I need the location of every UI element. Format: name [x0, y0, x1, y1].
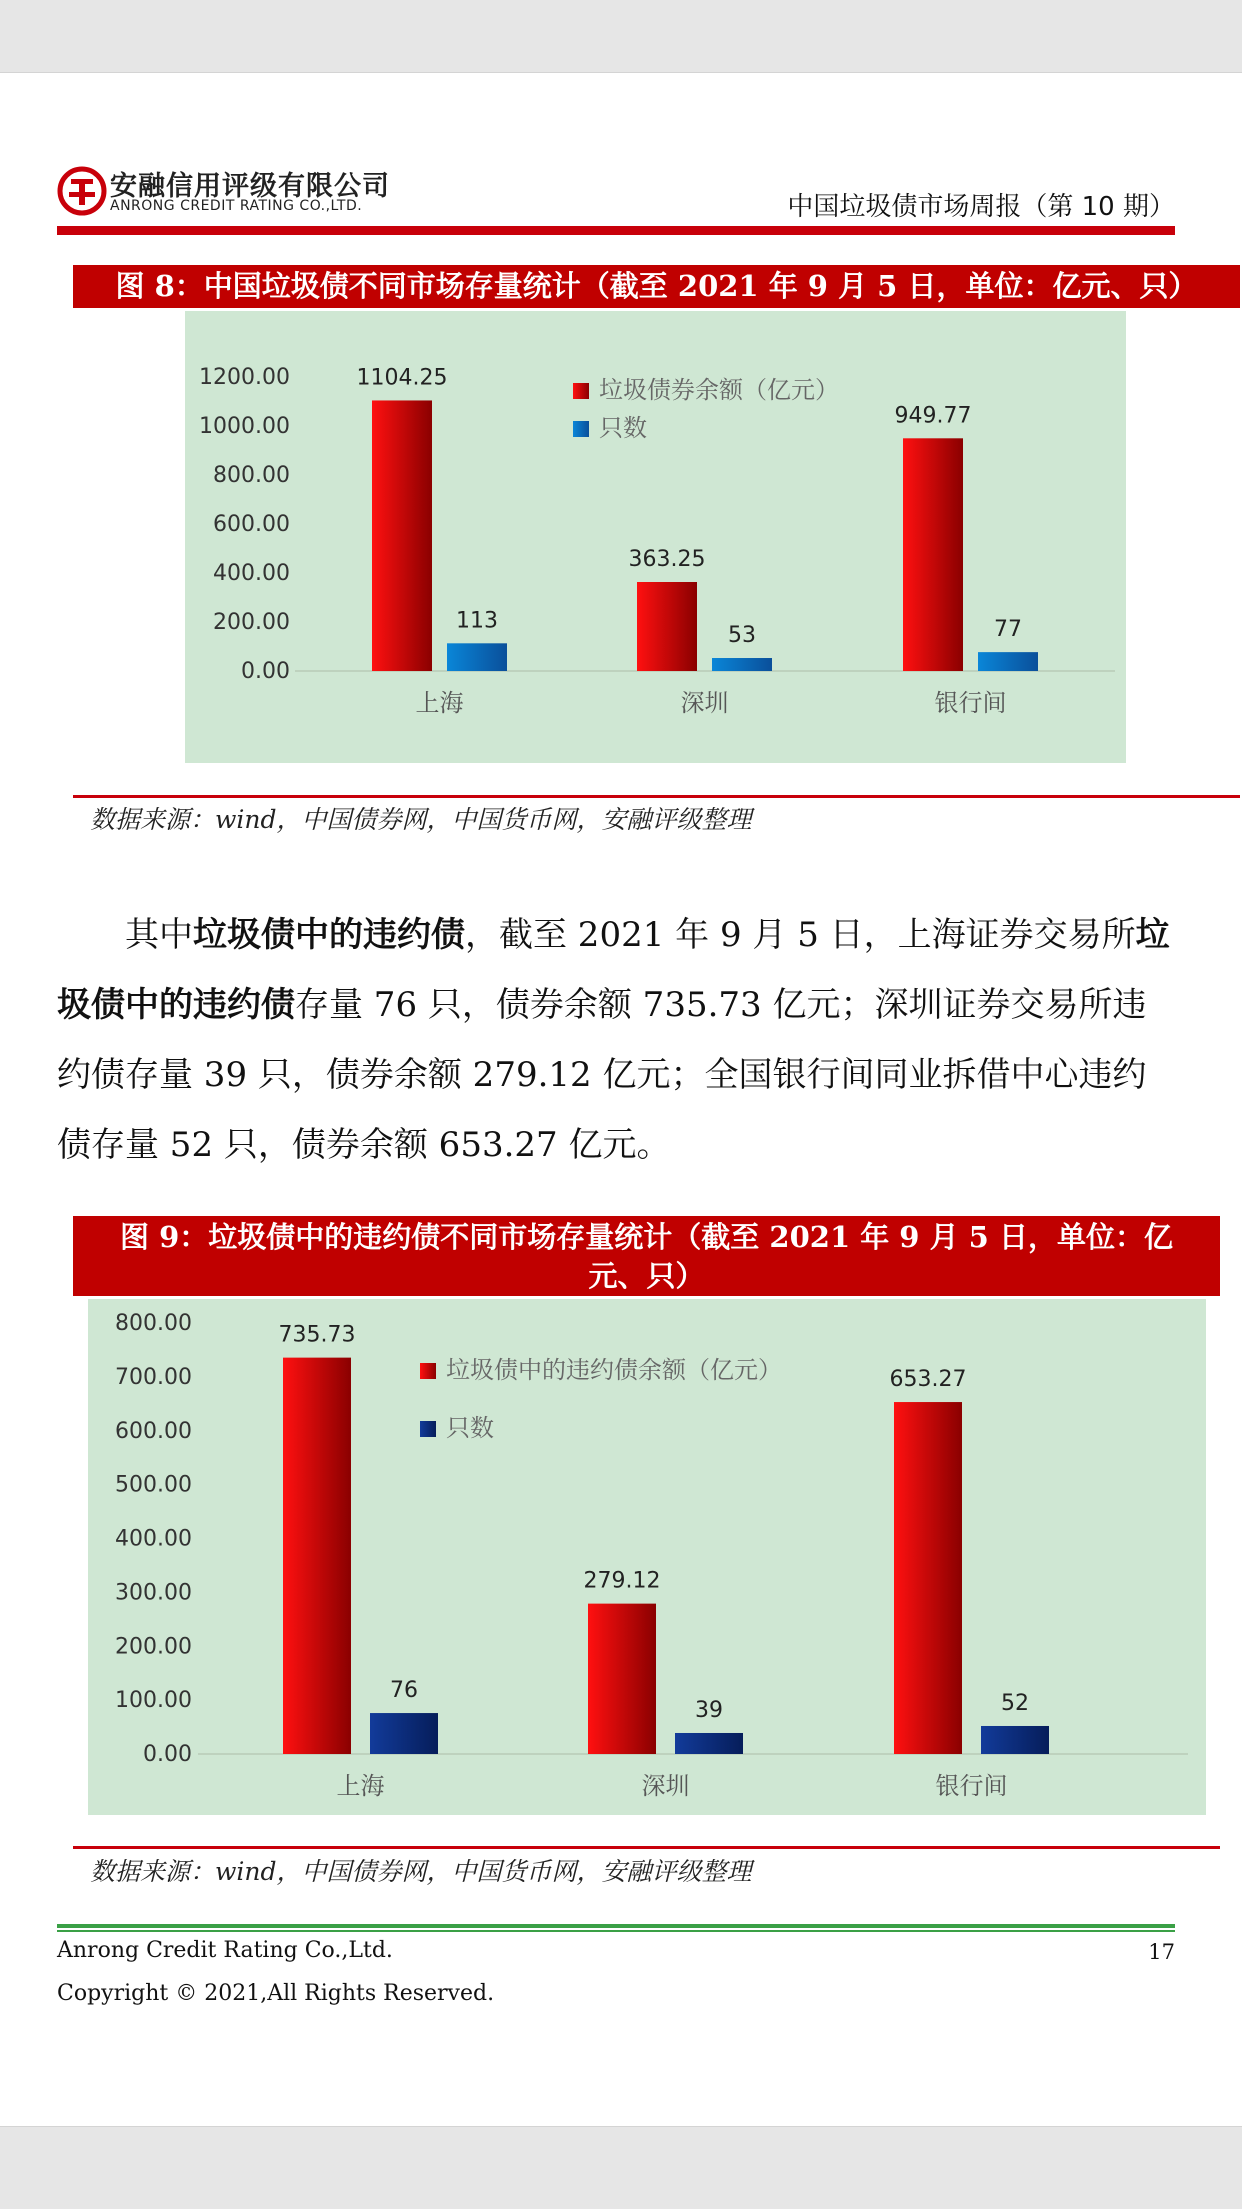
company-name-en: ANRONG CREDIT RATING CO.,LTD.	[110, 198, 363, 214]
category-label: 银行间	[935, 1772, 1008, 1800]
data-label: 279.12	[583, 1568, 661, 1594]
legend-label: 只数	[446, 1414, 494, 1442]
y-tick-label: 200.00	[213, 610, 290, 635]
data-label: 76	[390, 1678, 418, 1704]
y-tick-label: 400.00	[115, 1526, 192, 1552]
bar-count	[978, 652, 1038, 671]
bar-balance	[894, 1402, 962, 1754]
legend-swatch	[420, 1421, 436, 1437]
figure8-source-divider	[73, 795, 1240, 798]
category-label: 银行间	[934, 689, 1007, 717]
y-tick-label: 200.00	[115, 1634, 192, 1660]
legend-label: 只数	[599, 414, 647, 442]
figure9-source: 数据来源：wind，中国债券网，中国货币网，安融评级整理	[90, 1857, 752, 1886]
y-tick-label: 600.00	[213, 512, 290, 537]
y-tick-label: 1200.00	[199, 365, 290, 390]
bar-count	[675, 1733, 743, 1754]
bar-balance	[903, 438, 963, 671]
bar-balance	[372, 400, 432, 671]
figure9-caption	[73, 1216, 1220, 1296]
bar-count	[712, 658, 772, 671]
viewer-bottom-band	[0, 2126, 1242, 2209]
data-label: 949.77	[894, 403, 972, 429]
y-tick-label: 0.00	[241, 659, 290, 684]
bar-count	[447, 643, 507, 671]
legend-swatch	[573, 421, 589, 437]
figure9-source-divider	[73, 1846, 1220, 1849]
para-bold-1: 垃圾债中的违约债	[193, 915, 465, 955]
bar-balance	[637, 582, 697, 671]
footer-copyright: Copyright © 2021,All Rights Reserved.	[57, 1981, 495, 2006]
y-tick-label: 800.00	[115, 1311, 192, 1336]
para-bold-2: 垃圾债中的违约债	[57, 915, 1170, 1025]
y-tick-label: 300.00	[115, 1580, 192, 1606]
para-text-2: ，截至 2021 年 9 月 5 日，上海证券交易所	[465, 915, 1136, 955]
y-tick-label: 700.00	[115, 1364, 192, 1390]
bar-count	[370, 1713, 438, 1754]
y-tick-label: 500.00	[115, 1472, 192, 1498]
legend-swatch	[573, 383, 589, 399]
anrong-logo-icon	[57, 166, 107, 216]
y-tick-label: 100.00	[115, 1688, 192, 1714]
para-text-3: 存量 76 只，债券余额 735.73 亿元；深圳证券交易所违约债存量 39 只，债券余额 279.12 亿元；全国银行间同业拆借中心违约债存量 52 只，债券余额 653.27 亿元。	[57, 985, 1147, 1165]
figure9-caption-line1: 图 9：垃圾债中的违约债不同市场存量统计（截至 2021 年 9 月 5 日，单位：亿	[120, 1220, 1173, 1254]
page-number: 17	[1148, 1940, 1175, 1964]
body-paragraph	[57, 900, 1175, 1180]
y-tick-label: 600.00	[115, 1418, 192, 1444]
legend-swatch	[420, 1363, 436, 1379]
data-label: 1104.25	[356, 365, 448, 391]
bar-count	[981, 1726, 1049, 1754]
viewer-top-band	[0, 0, 1242, 73]
data-label: 363.25	[628, 547, 706, 573]
figure8-chart	[185, 311, 1126, 763]
footer-divider	[57, 1924, 1175, 1928]
bar-balance	[283, 1358, 351, 1754]
data-label: 77	[994, 617, 1022, 643]
y-tick-label: 0.00	[143, 1742, 192, 1767]
y-tick-label: 800.00	[213, 463, 290, 488]
figure9-chart	[88, 1299, 1206, 1815]
category-label: 深圳	[680, 689, 729, 717]
header-divider	[57, 226, 1175, 235]
report-title: 中国垃圾债市场周报（第 10 期）	[787, 192, 1175, 222]
data-label: 653.27	[889, 1367, 967, 1393]
data-label: 113	[456, 608, 498, 634]
figure9-caption-line2: 元、只）	[588, 1259, 705, 1293]
figure8-chart-svg	[185, 311, 1126, 763]
bar-balance	[588, 1604, 656, 1754]
figure9-chart-svg	[88, 1299, 1206, 1815]
category-label: 上海	[415, 689, 464, 717]
legend-label: 垃圾债券余额（亿元）	[599, 376, 839, 404]
footer-divider-thin	[57, 1930, 1175, 1932]
figure8-caption: 图 8：中国垃圾债不同市场存量统计（截至 2021 年 9 月 5 日，单位：亿元、只）	[73, 265, 1240, 308]
y-tick-label: 400.00	[213, 561, 290, 586]
category-label: 深圳	[641, 1772, 690, 1800]
y-tick-label: 1000.00	[199, 414, 290, 439]
company-name-cn: 安融信用评级有限公司	[110, 171, 390, 202]
data-label: 735.73	[278, 1322, 356, 1348]
legend-label: 垃圾债中的违约债余额（亿元）	[446, 1356, 782, 1384]
data-label: 53	[728, 623, 756, 649]
para-text-1: 其中	[125, 915, 193, 955]
data-label: 39	[695, 1697, 723, 1723]
data-label: 52	[1001, 1690, 1029, 1716]
figure8-source: 数据来源：wind，中国债券网，中国货币网，安融评级整理	[90, 805, 752, 834]
category-label: 上海	[336, 1772, 385, 1800]
footer-company: Anrong Credit Rating Co.,Ltd.	[57, 1938, 393, 1963]
